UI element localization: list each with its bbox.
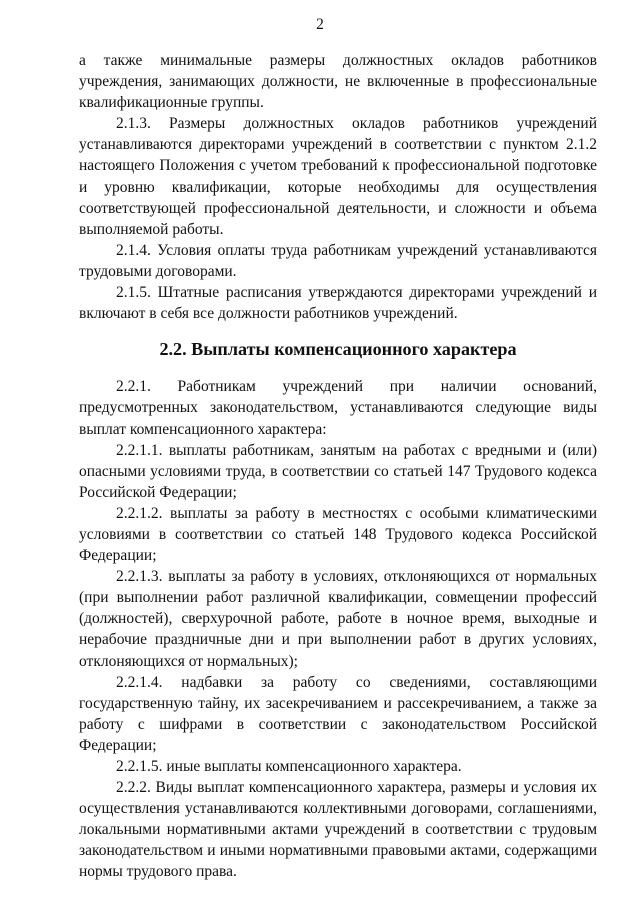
paragraph-2-2-1-4: 2.2.1.4. надбавки за работу со сведениями, составляющими государственную тайну, их засекречиванием и рассекречиванием, а также за работу с шифрами в соответствии с законодательством Российской Федерации; bbox=[79, 673, 597, 754]
document-body bbox=[79, 50, 597, 883]
paragraph-2-2-1-1: 2.2.1.1. выплаты работникам, занятым на работах с вредными и (или) опасными условиями труда, в соответствии со статьей 147 Трудового кодекса Российской Федерации; bbox=[79, 441, 597, 501]
paragraph-2-2-1-5: 2.2.1.5. иные выплаты компенсационного характера. bbox=[116, 758, 462, 775]
paragraph-2-2-1-3: 2.2.1.3. выплаты за работу в условиях, отклоняющихся от нормальных (при выполнении работ различной квалификации, совмещении профессий (должностей), сверхурочной работе, работе в ночное время, выходные и нерабочие праздничные дни и при выполнении работ в других условиях, отклоняющихся от нормальных); bbox=[79, 568, 597, 670]
paragraph-2-1-5: 2.1.5. Штатные расписания утверждаются директорами учреждений и включают в себя все должности работников учреждений. bbox=[79, 284, 597, 323]
section-heading: 2.2. Выплаты компенсационного характера bbox=[159, 339, 517, 360]
paragraph-2-1-3: 2.1.3. Размеры должностных окладов работников учреждений устанавливаются директорами учреждений в соответствии с пунктом 2.1.2 настоящего Положения с учетом требований к профессиональной подготовке и уровню квалификации, которые необходимы для осуществления соответствующей профессиональной деятельности, и сложности и объема выполняемой работы. bbox=[79, 115, 597, 238]
paragraph-2-2-1: 2.2.1. Работникам учреждений при наличии оснований, предусмотренных законодательством, устанавливаются следующие виды выплат компенсационного характера: bbox=[79, 378, 597, 438]
paragraph-2-2-1-2: 2.2.1.2. выплаты за работу в местностях с особыми климатическими условиями в соответствии со статьей 148 Трудового кодекса Российской Федерации; bbox=[79, 504, 597, 565]
paragraph-2-2-2: 2.2.2. Виды выплат компенсационного характера, размеры и условия их осуществления устанавливаются коллективными договорами, соглашениями, локальными нормативными актами учреждений в соответствии с трудовым законодательством и иными нормативными правовыми актами, содержащими нормы трудового права. bbox=[79, 779, 597, 881]
paragraph-2-1-4: 2.1.4. Условия оплаты труда работникам учреждений устанавливаются трудовыми договорами. bbox=[79, 241, 597, 280]
page-number: 2 bbox=[316, 16, 324, 33]
paragraph-continuation: а также минимальные размеры должностных окладов работников учреждения, занимающих должности, не включенные в профессиональные квалификационные группы. bbox=[79, 52, 597, 112]
